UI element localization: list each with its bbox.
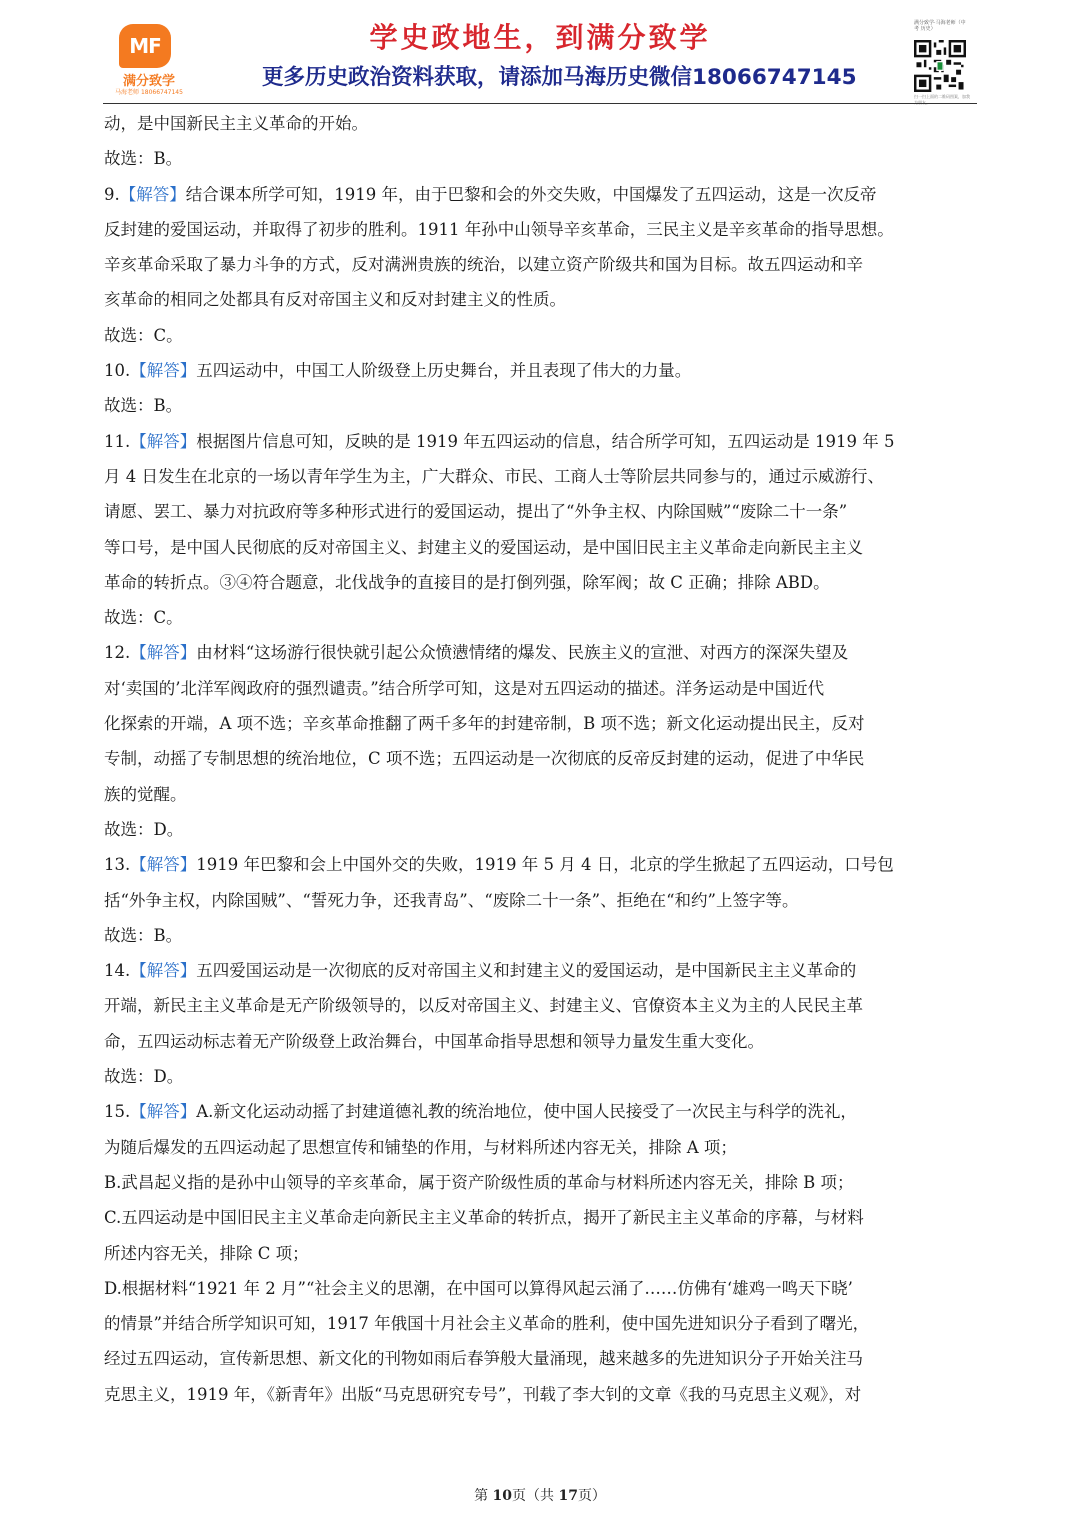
line-text: 命，五四运动标志着无产阶级登上政治舞台，中国革命指导思想和领导力量发生重大变化。: [104, 1031, 764, 1051]
text-line: [104, 777, 978, 812]
line-text: C.五四运动是中国旧民主主义革命走向新民主主义革命的转折点，揭开了新民主主义革命的序幕，与材料: [104, 1208, 864, 1228]
line-text: 亥革命的相同之处都具有反对帝国主义和反对封建主义的性质。: [104, 290, 566, 310]
line-text: 克思主义，1919 年，《新青年》出版“马克思研究专号”，刊载了李大钊的文章《我的马克思主义观》，对: [104, 1384, 862, 1404]
text-line: [104, 1271, 978, 1306]
header-divider: [103, 103, 977, 104]
text-line: [104, 247, 978, 282]
text-line: [104, 353, 978, 388]
text-line: [104, 424, 978, 459]
answer-tag: 【解答】: [130, 361, 197, 381]
text-line: [104, 918, 978, 953]
text-line: [104, 530, 978, 565]
line-text: 等口号，是中国人民彻底的反对帝国主义、封建主义的爱国运动，是中国旧民主主义革命走向新民主主义: [104, 537, 863, 557]
line-text: 月 4 日发生在北京的一场以青年学生为主，广大群众、市民、工商人士等阶层共同参与的，通过示威游行、: [104, 466, 884, 486]
question-number: 15.: [104, 1102, 131, 1122]
footer-suffix: 页）: [577, 1488, 606, 1504]
footer-middle: 页（共: [512, 1488, 559, 1504]
qr-footer: 扫一扫上面的二维码图案，加我: [914, 94, 970, 99]
line-text: 故选：C。: [104, 608, 183, 628]
text-line: [104, 883, 978, 918]
line-text: 辛亥革命采取了暴力斗争的方式，反对满洲贵族的统治，以建立资产阶级共和国为目标。故五四运动和辛: [104, 255, 863, 275]
text-line: [104, 212, 978, 247]
answer-body: [104, 106, 978, 1412]
line-text: A.新文化运动动摇了封建道德礼教的统治地位，使中国人民接受了一次民主与科学的洗礼，: [196, 1102, 857, 1122]
header-slogan: 学史政地生，到满分致学: [369, 21, 711, 54]
footer-prefix: 第: [474, 1488, 493, 1504]
text-line: [104, 847, 978, 882]
line-text: 故选：C。: [104, 325, 183, 345]
line-text: 所述内容无关，排除 C 项；: [104, 1243, 309, 1263]
line-text: 五四运动中，中国工人阶级登上历史舞台，并且表现了伟大的力量。: [196, 361, 692, 381]
line-text: 化探索的开端，A 项不选；辛亥革命推翻了两千多年的封建帝制，B 项不选；新文化运动提出民主，反对: [104, 714, 865, 734]
question-number: 12.: [104, 643, 131, 663]
qr-code-icon: [914, 40, 966, 92]
answer-tag: 【解答】: [130, 855, 197, 875]
answer-tag: 【解答】: [130, 1102, 197, 1122]
text-line: [104, 1059, 978, 1094]
qr-caption: 满分致学·马海老师（中考 历史）: [914, 20, 966, 32]
line-text: 族的觉醒。: [104, 784, 187, 804]
line-text: 故选：B。: [104, 149, 183, 169]
line-text: 动，是中国新民主主义革命的开始。: [104, 114, 368, 133]
text-line: [104, 1200, 978, 1235]
text-line: [104, 635, 978, 670]
text-line: [104, 494, 978, 529]
line-text: 括“外争主权，内除国贼”、“誓死力争，还我青岛”、“废除二十一条”、拒绝在“和约”上签字等。: [104, 890, 799, 910]
text-line: [104, 141, 978, 176]
logo-badge: MF: [119, 24, 171, 68]
line-text: 经过五四运动，宣传新思想、新文化的刊物如雨后春笋般大量涌现，越来越多的先进知识分子开始关注马: [104, 1349, 863, 1369]
text-line: [104, 1341, 978, 1376]
line-text: 专制，动摇了专制思想的统治地位，C 项不选；五四运动是一次彻底的反帝反封建的运动，促进了中华民: [104, 749, 865, 769]
line-text: 为随后爆发的五四运动起了思想宣传和铺垫的作用，与材料所述内容无关，排除 A 项；: [104, 1137, 737, 1157]
question-number: 13.: [104, 855, 131, 875]
line-text: 由材料“这场游行很快就引起公众愤懑情绪的爆发、民族主义的宣泄、对西方的深深失望及: [196, 643, 849, 663]
line-text: 故选：B。: [104, 396, 183, 416]
text-line: [104, 565, 978, 600]
line-text: 的情景”并结合所学知识可知，1917 年俄国十月社会主义革命的胜利，使中国先进知识分子看到了曙光，: [104, 1314, 870, 1334]
line-text: D.根据材料“1921 年 2 月”“社会主义的思潮，在中国可以算得风起云涌了……仿佛有‘雄鸡一鸣天下晓’: [104, 1278, 853, 1298]
line-text: 革命的转折点。③④符合题意，北伐战争的直接目的是打倒列强，除军阀；故 C 正确；排除 ABD。: [104, 572, 830, 592]
answer-tag: 【解答】: [119, 184, 186, 204]
text-line: [104, 706, 978, 741]
text-line: [104, 318, 978, 353]
text-line: [104, 1377, 978, 1412]
question-number: 9.: [104, 184, 120, 204]
question-number: 14.: [104, 961, 131, 981]
text-line: [104, 388, 978, 423]
page-total: 17: [558, 1488, 578, 1504]
brand-logo: [107, 24, 191, 96]
answer-tag: 【解答】: [130, 431, 197, 451]
logo-name: 满分致学: [122, 74, 175, 89]
text-line: [104, 282, 978, 317]
text-line: [104, 1306, 978, 1341]
line-text: 故选：D。: [104, 819, 184, 839]
line-text: 故选：D。: [104, 1067, 184, 1087]
line-text: 开端，新民主主义革命是无产阶级领导的，以反对帝国主义、封建主义、官僚资本主义为主的人民民主革: [104, 996, 863, 1016]
text-line: [104, 1094, 978, 1129]
answer-tag: 【解答】: [130, 961, 197, 981]
text-line: [104, 1236, 978, 1271]
header-contact: 更多历史政治资料获取，请添加马海历史微信18066747145: [262, 65, 857, 90]
text-line: [104, 1024, 978, 1059]
text-line: [104, 1165, 978, 1200]
text-line: [104, 177, 978, 212]
text-line: [104, 1130, 978, 1165]
line-text: 1919 年巴黎和会上中国外交的失败，1919 年 5 月 4 日，北京的学生掀起了五四运动，口号包: [196, 855, 894, 875]
line-text: 五四爱国运动是一次彻底的反对帝国主义和封建主义的爱国运动，是中国新民主主义革命的: [196, 961, 857, 981]
page-header: [0, 0, 1080, 104]
line-text: 故选：B。: [104, 925, 183, 945]
text-line: [104, 812, 978, 847]
page-footer: [0, 1485, 1080, 1505]
text-line: [104, 988, 978, 1023]
logo-subtitle: 马海老师 18066747145: [115, 89, 183, 96]
text-line: [104, 671, 978, 706]
line-text: B.武昌起义指的是孙中山领导的辛亥革命，属于资产阶级性质的革命与材料所述内容无关，排除 B 项；: [104, 1172, 854, 1192]
text-line: [104, 953, 978, 988]
line-text: 根据图片信息可知，反映的是 1919 年五四运动的信息，结合所学可知，五四运动是 1919 年 5: [196, 431, 895, 451]
line-text: 请愿、罢工、暴力对抗政府等多种形式进行的爱国运动，提出了“外争主权、内除国贼”“废除二十一条”: [104, 502, 848, 522]
text-line: [104, 106, 978, 141]
line-text: 反封建的爱国运动，并取得了初步的胜利。1911 年孙中山领导辛亥革命，三民主义是辛亥革命的指导思想。: [104, 219, 894, 239]
answer-tag: 【解答】: [130, 643, 197, 663]
text-line: [104, 459, 978, 494]
text-line: [104, 600, 978, 635]
text-line: [104, 741, 978, 776]
line-text: 对‘卖国的’北洋军阀政府的强烈谴责。”结合所学可知，这是对五四运动的描述。洋务运动是中国近代: [104, 678, 825, 698]
line-text: 结合课本所学可知，1919 年，由于巴黎和会的外交失败，中国爆发了五四运动，这是一次反帝: [185, 184, 877, 204]
question-number: 11.: [104, 431, 131, 451]
page-number: 10: [492, 1488, 512, 1504]
question-number: 10.: [104, 361, 131, 381]
